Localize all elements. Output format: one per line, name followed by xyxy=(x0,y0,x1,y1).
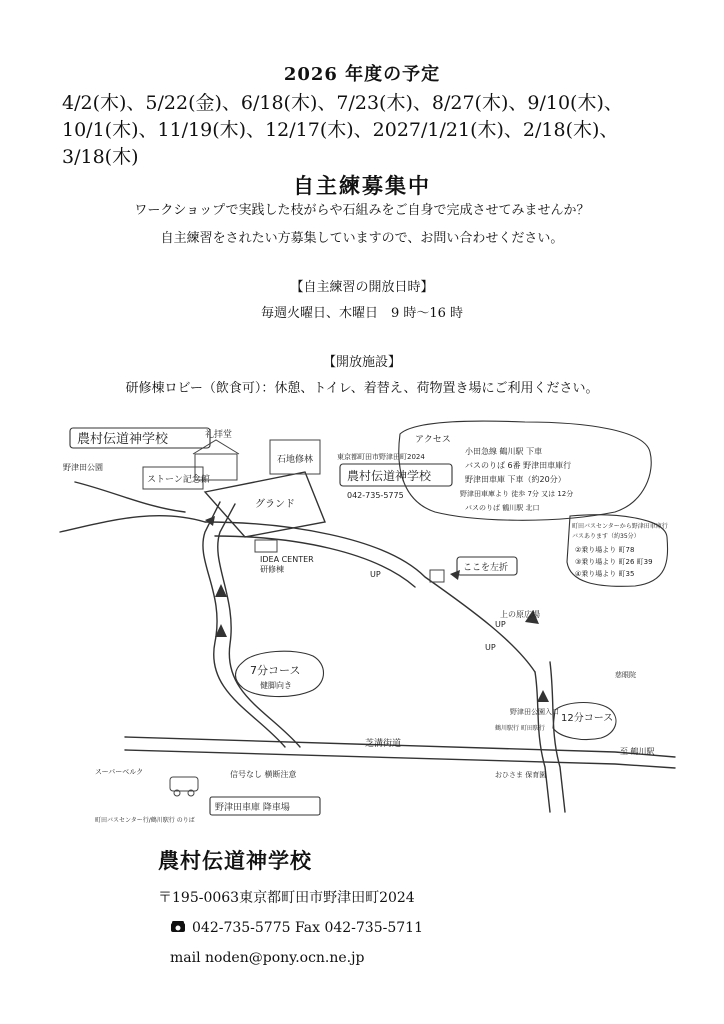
map-building-label: 石地修林 xyxy=(277,455,314,465)
map-sign-label: 野津田公園入口 xyxy=(510,708,559,716)
map-bus-info-line: ②乗り場より 町78 xyxy=(575,546,635,554)
map-address-small: 東京都町田市野津田町2024 xyxy=(337,453,425,461)
map-temple-label: 慈眼院 xyxy=(615,671,636,679)
map-access-title: アクセス xyxy=(415,435,451,445)
map-up-label: UP xyxy=(370,570,381,579)
map-turn-left-label: ここを左折 xyxy=(463,563,509,573)
contact-phone-row xyxy=(158,913,423,943)
map-tsurukawa-label: 至 鶴川駅 xyxy=(620,747,655,756)
map-hospital-label: おひさま 保育園 xyxy=(495,771,547,779)
map-school-label: 農村伝道神学校 xyxy=(77,432,169,447)
map-super-label: スーパーベルク xyxy=(95,768,144,776)
map-course7-label: 7分コース xyxy=(250,664,301,677)
map-bottom-note: 町田バスセンター行/鶴川駅行 のりば xyxy=(95,817,195,824)
schedule-line: 4/2(木)、5/22(金)、6/18(木)、7/23(木)、8/27(木)、9/10(木)、 xyxy=(62,92,623,114)
contact-phone: 042-735-5775 Fax 042-735-5711 xyxy=(192,920,423,936)
map-bus-info-title: 町田バスセンターから野津田車庫行 xyxy=(572,523,668,530)
map-stone-label: ストーン記念館 xyxy=(147,475,210,485)
map-access-line: 野津田車庫 下車（約20分） xyxy=(465,475,566,484)
open-days-heading: 【自主練習の開放日時】 xyxy=(290,280,434,295)
map-course12-label: 12分コース xyxy=(561,713,614,724)
map-bus-info-sub: バスあります（約35分） xyxy=(572,533,640,540)
map-idea-center-sub: 研修棟 xyxy=(260,565,284,574)
map-bus-info-line: ③乗り場より 町26 町39 xyxy=(575,558,653,566)
map-school-box: 農村伝道神学校 xyxy=(347,469,432,483)
map-tsurukawa-bus: 鶴川駅行 町田駅行 xyxy=(495,725,545,732)
map-up-label: UP xyxy=(485,643,496,652)
contact-address: 〒195-0063東京都町田市野津田町2024 xyxy=(158,890,415,906)
map-labels xyxy=(63,428,668,824)
map-access-line: 野津田車庫より 徒歩 7分 又は 12分 xyxy=(460,490,574,498)
phone-icon xyxy=(170,921,186,933)
facilities-heading: 【開放施設】 xyxy=(322,355,401,370)
map-caution-label: 信号なし 横断注意 xyxy=(230,770,297,779)
schedule-title: 2026 年度の予定 xyxy=(283,64,441,85)
map-chapel-label: 礼拝堂 xyxy=(205,430,233,440)
schedule-line: 3/18(木) xyxy=(62,146,139,168)
map-road-label: 芝溝街道 xyxy=(365,739,402,749)
access-map xyxy=(55,412,685,842)
map-park-label: 野津田公園 xyxy=(63,463,103,472)
map-course7-sub: 健脚向き xyxy=(260,681,292,690)
access-map-drawing xyxy=(55,412,685,842)
recruit-description: 自主練習をされたい方募集していますので、お問い合わせください。 xyxy=(160,231,564,246)
map-bus-info-line: ④乗り場より 町35 xyxy=(575,570,635,578)
map-access-line: バスのりば 6番 野津田車庫行 xyxy=(465,461,572,470)
map-kami-label: 上の原広場 xyxy=(500,610,540,619)
map-idea-center-label: IDEA CENTER xyxy=(260,555,314,564)
open-days-hours: 毎週火曜日、木曜日 9 時〜16 時 xyxy=(260,306,464,321)
schedule-dates xyxy=(62,90,702,171)
contact-block xyxy=(158,845,423,973)
map-school-phone: 042-735-5775 xyxy=(347,491,404,500)
map-up-label: UP xyxy=(495,620,506,629)
recruit-title: 自主練募集中 xyxy=(293,173,431,198)
schedule-line: 10/1(木)、11/19(木)、12/17(木)、2027/1/21(木)、2/18(木)、 xyxy=(62,119,619,141)
contact-mail: mail noden@pony.ocn.ne.jp xyxy=(170,950,365,966)
recruit-description: ワークショップで実践した枝がらや石組みをご自身で完成させてみませんか？ xyxy=(134,203,590,218)
school-name: 農村伝道神学校 xyxy=(158,848,312,873)
map-bus-stop-label: 野津田車庫 降車場 xyxy=(215,803,290,813)
map-access-line: 小田急線 鶴川駅 下車 xyxy=(465,447,543,456)
map-access-line: バスのりば 鶴川駅 北口 xyxy=(465,504,540,512)
map-ground-label: グランド xyxy=(255,499,295,510)
facilities-text: 研修棟ロビー（飲食可）：休憩、トイレ、着替え、荷物置き場にご利用ください。 xyxy=(125,381,599,396)
